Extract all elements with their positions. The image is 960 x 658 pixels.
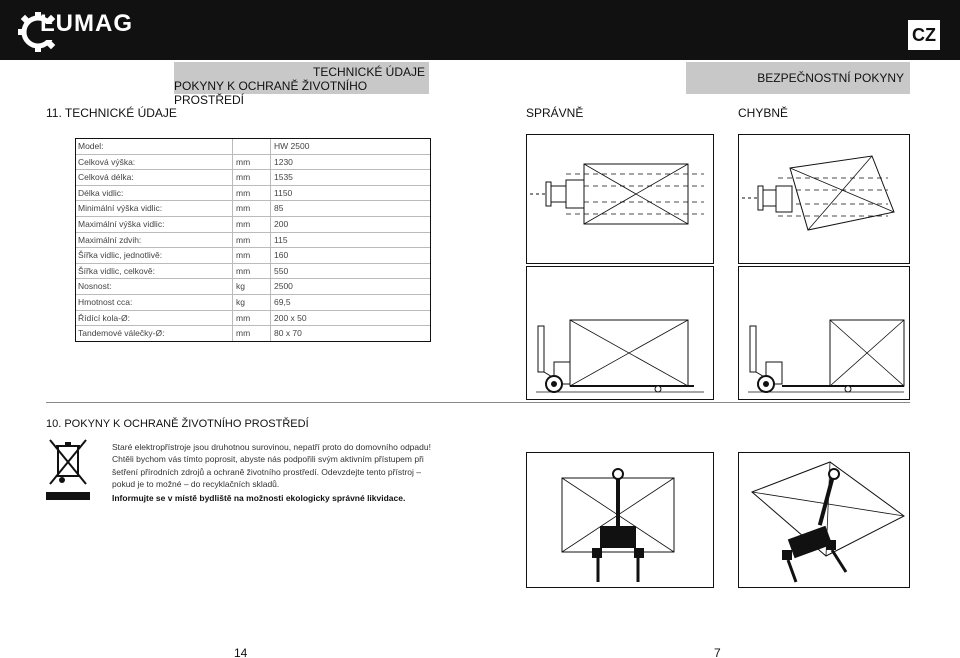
spec-label: Celková výška:: [78, 156, 136, 167]
spec-unit: mm: [236, 328, 251, 339]
table-row: [76, 217, 430, 233]
page-number-left: 14: [234, 646, 248, 658]
table-row: [76, 170, 430, 186]
wrong-load-plan-diagram: [738, 452, 910, 588]
spec-value: 80 x 70: [274, 328, 302, 339]
left-section-bar: [174, 62, 429, 107]
spec-value: 69,5: [274, 297, 291, 307]
spec-unit: mm: [236, 265, 251, 276]
spec-value: 200: [274, 219, 289, 229]
spec-label: Maximální výška vidlic:: [78, 219, 165, 229]
spec-unit: mm: [236, 219, 251, 229]
correct-load-plan-diagram: [526, 452, 714, 588]
spec-label: Maximální zdvih:: [78, 234, 142, 245]
table-row: [76, 279, 430, 295]
spec-unit: mm: [236, 156, 251, 167]
spec-unit: kg: [236, 297, 245, 307]
left-bar-line2: POKYNY K OCHRANĚ ŽIVOTNÍHO PROSTŘEDÍ: [174, 79, 368, 107]
recycling-note: Informujte se v místě bydliště na možnosti ekologicky správné likvidace.: [112, 493, 406, 503]
spec-label: Šířka vidlic, celkově:: [78, 265, 155, 276]
page-number-right: 7: [714, 646, 721, 658]
spec-value: 160: [274, 250, 289, 261]
spec-value: HW 2500: [274, 141, 310, 151]
spec-unit: mm: [236, 172, 251, 183]
table-row: [76, 139, 430, 155]
spec-unit: mm: [236, 234, 251, 245]
section10-title: 10. POKYNY K OCHRANĚ ŽIVOTNÍHO PROSTŘEDÍ: [46, 418, 309, 430]
table-row: [76, 295, 430, 311]
spec-label: Tandemové válečky-Ø:: [78, 328, 165, 339]
spec-label: Řídící kola-Ø:: [78, 312, 130, 323]
wrong-heading: CHYBNĚ: [738, 106, 789, 120]
right-section-bar: [686, 62, 910, 94]
spec-unit: mm: [236, 312, 251, 323]
recycling-paragraph: Staré elektropřístroje jsou druhotnou surovinou, nepatří proto do domovního odpadu! Chtěli bychom vás tímto poprosit, abyste nás podpořili svým aktivním přístupem při šetření přírodních zdrojů a ochraně životního prostředí. Odevzdejte tento přístroj – pokud je to možné – do recyklačních skladů.: [112, 442, 431, 490]
spec-value: 2500: [274, 281, 293, 292]
spec-label: Délka vidlic:: [78, 187, 124, 198]
spec-unit: mm: [236, 250, 251, 261]
spec-value: 115: [274, 234, 288, 245]
crossed-bin-icon: [46, 436, 90, 500]
spec-value: 200 x 50: [274, 312, 307, 323]
spec-label: Hmotnost cca:: [78, 297, 133, 307]
table-row: [76, 186, 430, 202]
spec-unit: mm: [236, 203, 251, 214]
spec-label: Model:: [78, 141, 104, 151]
spec-value: 550: [274, 265, 289, 276]
left-bar-line1: TECHNICKÉ ÚDAJE: [312, 65, 425, 79]
spec-table: [75, 138, 431, 342]
table-row: [76, 155, 430, 171]
spec-value: 85: [274, 203, 284, 214]
correct-load-side-diagram: [526, 266, 714, 400]
table-row: [76, 233, 430, 249]
table-row: [76, 311, 430, 327]
spec-label: Celková délka:: [78, 172, 134, 183]
wrong-load-side-diagram: [738, 266, 910, 400]
table-row: [76, 264, 430, 280]
section11-title: 11. TECHNICKÉ ÚDAJE: [46, 106, 177, 120]
language-badge: CZ: [908, 20, 940, 50]
spec-label: Minimální výška vidlic:: [78, 203, 163, 214]
spec-label: Nosnost:: [78, 281, 112, 292]
correct-heading: SPRÁVNĚ: [526, 106, 584, 120]
table-row: [76, 248, 430, 264]
table-row: [76, 326, 430, 342]
correct-load-top-diagram: [526, 134, 714, 264]
spec-label: Šířka vidlic, jednotlivě:: [78, 250, 163, 261]
wrong-load-top-diagram: [738, 134, 910, 264]
spec-value: 1535: [274, 172, 293, 183]
spec-unit: mm: [236, 187, 251, 198]
right-bar-line1: BEZPEČNOSTNÍ POKYNY: [757, 71, 904, 85]
section-divider: [46, 402, 910, 403]
spec-value: 1230: [274, 156, 293, 167]
top-bar: [0, 0, 960, 60]
spec-unit: kg: [236, 281, 245, 292]
logo-text: LUMAG: [40, 10, 133, 37]
table-row: [76, 201, 430, 217]
spec-value: 1150: [274, 187, 293, 198]
